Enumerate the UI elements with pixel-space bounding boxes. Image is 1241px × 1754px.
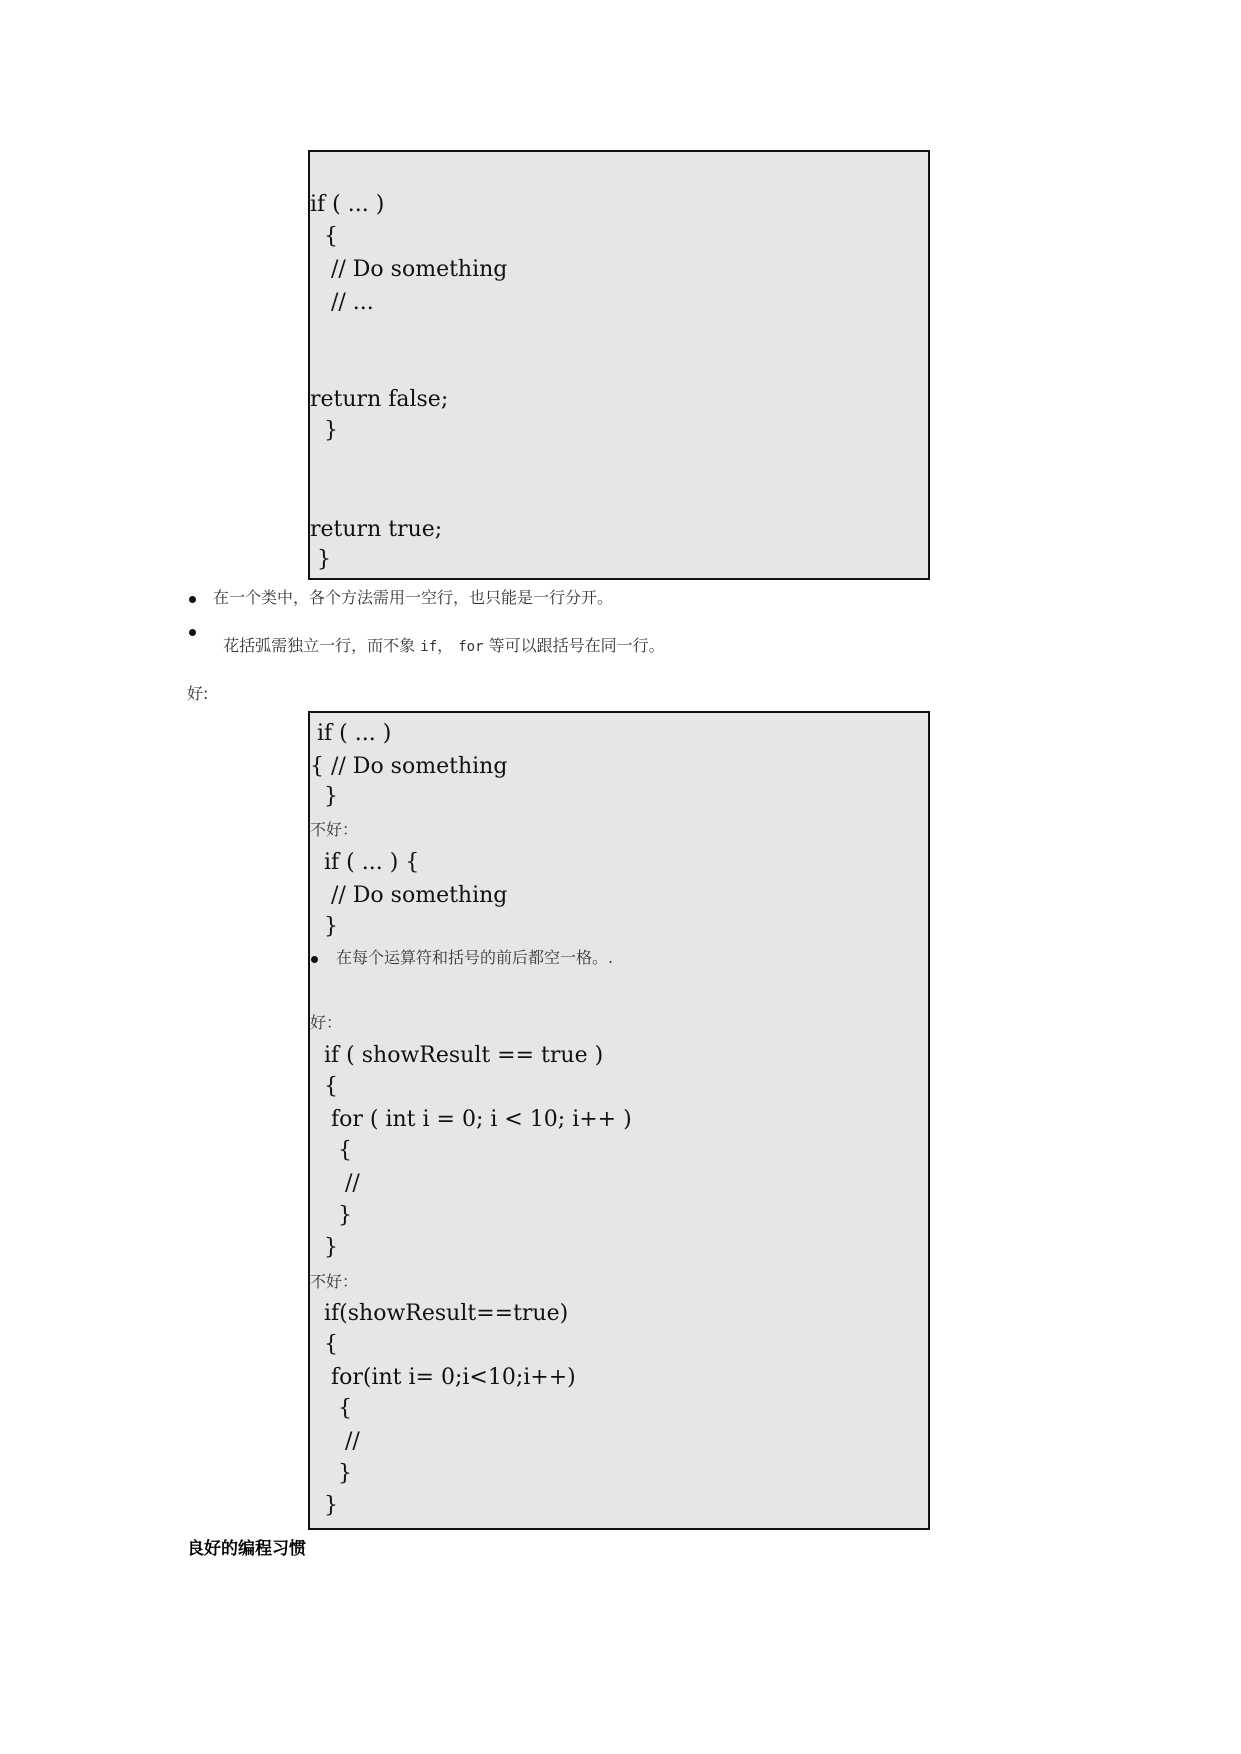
bullet-dot	[189, 596, 196, 603]
code-line: // ...	[310, 290, 374, 315]
bullet-text-method-spacing: 在一个类中，各个方法需用一空行，也只能是一行分开。	[213, 588, 614, 607]
label-bad: 不好：	[310, 1272, 359, 1291]
code-box-1	[308, 150, 930, 580]
bullet-dot	[311, 956, 318, 963]
code-line: if ( ... ) {	[310, 850, 420, 875]
code-line: }	[310, 418, 338, 443]
code-line: return true;	[310, 517, 443, 542]
code-line: }	[310, 1203, 352, 1228]
code-line: // Do something	[310, 257, 508, 282]
code-line: //	[310, 1171, 360, 1196]
code-line: {	[310, 1396, 352, 1421]
code-line: {	[310, 1074, 338, 1099]
brace-text-separator: ，	[437, 636, 459, 655]
label-bad: 不好：	[310, 820, 359, 839]
code-line: {	[310, 224, 338, 249]
code-line: }	[310, 1461, 352, 1486]
code-line: }	[310, 914, 338, 939]
code-line: }	[310, 784, 338, 809]
keyword-for: for	[458, 639, 484, 655]
label-good: 好：	[310, 1013, 343, 1032]
label-good: 好:	[187, 684, 209, 703]
code-line: //	[310, 1429, 360, 1454]
code-line: for ( int i = 0; i < 10; i++ )	[310, 1107, 632, 1132]
code-line: if ( ... )	[310, 192, 385, 217]
code-line: for(int i= 0;i<10;i++)	[310, 1365, 576, 1390]
code-line: if ( showResult == true )	[310, 1043, 604, 1068]
code-line: if(showResult==true)	[310, 1301, 569, 1326]
section-heading: 良好的编程习惯	[187, 1539, 306, 1559]
brace-text-part-a: 花括弧需独立一行，而不象	[223, 636, 421, 655]
bullet-text-brace-line	[213, 622, 665, 654]
code-line: if ( ... )	[310, 721, 392, 746]
code-line: return false;	[310, 387, 449, 412]
bullet-dot	[189, 629, 196, 636]
keyword-if: if	[420, 639, 438, 655]
bullet-text-operator-spacing: 在每个运算符和括号的前后都空一格。.	[336, 948, 614, 967]
brace-text-part-b: 等可以跟括号在同一行。	[483, 636, 665, 655]
code-line: {	[310, 1332, 338, 1357]
code-line: // Do something	[310, 883, 508, 908]
code-line: { // Do something	[310, 754, 508, 779]
code-line: }	[310, 547, 331, 572]
code-line: }	[310, 1493, 338, 1518]
code-line: }	[310, 1235, 338, 1260]
code-line: {	[310, 1138, 352, 1163]
